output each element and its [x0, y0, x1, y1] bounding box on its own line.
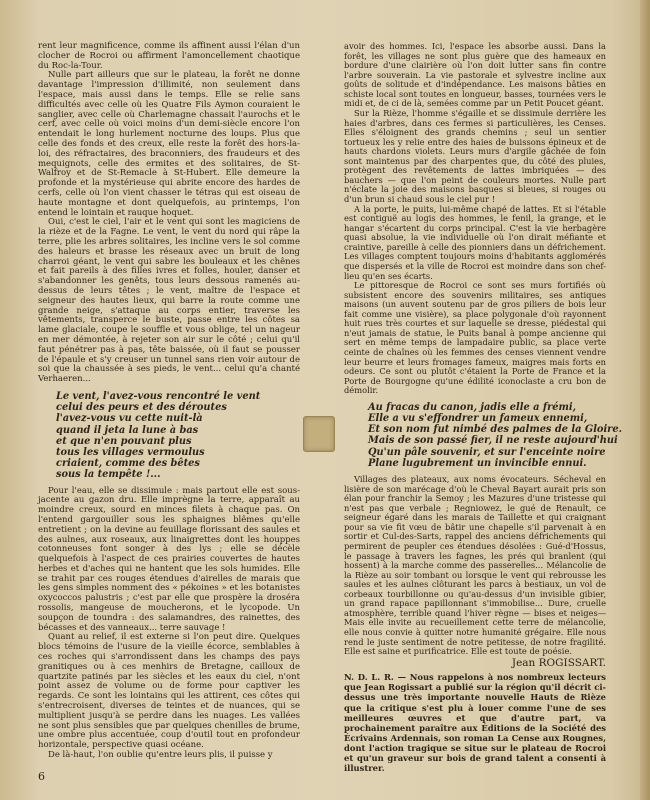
poem-line: Et son nom fut nimbé des palmes de la Gloire. [368, 424, 622, 436]
poem-line: sous la tempête !... [56, 469, 161, 481]
poem-line: quand il jeta la lune à bas [56, 424, 199, 436]
page-binding-edge [640, 0, 650, 800]
poem-line: Mais de son passé fier, il ne reste aujourd'hui [368, 435, 618, 447]
poem-line: l'avez-vous vu cette nuit-là [56, 413, 203, 425]
left-column [38, 42, 300, 761]
library-stamp [303, 416, 335, 452]
paragraph: De là-haut, l'on oublie qu'entre leurs plis, il puisse y [48, 750, 273, 761]
paragraph: Nulle part ailleurs que sur le plateau, la forêt ne donne davantage l'impression d'illimité, non seulement dans l'espace, mais aussi dans le temps. Elle se relie sans difficultés avec celle où les Quatre Fils Aymon couraient le sanglier, avec celle où Charlemagne chassait l'aurochs et le cerf, avec celle où voici moins d'un demi-siècle encore l'on entendait le long hurlement nocturne des loups. Plus que celle des fonds et des creux, elle reste la forêt des hors-la-loi, des réfractaires, des braconniers, des fraudeurs et des mequignots, celle des ermites et des solitaires, de St-Walfroy et de St-Remacle à St-Hubert. Elle demeure la profonde et la mystérieuse qui abrite encore des hardes de cerfs, celle où l'on vient chasser le tétras qui est oiseau de haute montagne et dont quelquefois, au printemps, l'on entend le lointain et rauque hoquet. [38, 70, 300, 218]
paragraph: Le pittoresque de Rocroi ce sont ses murs fortifiés où subsistent encore des souvenirs militaires, ses antiques maisons (un auvent soutenu par de gros piliers de bois leur fait comme une visière), sa place polygonale d'où rayonnent huit rues très courtes et sur laquelle se dresse, piédestal qui n'eut jamais de statue, le Puits banal à pompe ancienne qui sert en même temps de lampadaire public, sa place verte ceinte de chaînes où les femmes des censes viennent vendre leur beurre et leurs fromages fameux, maigres mais forts en odeurs. Ce sont ou plutôt c'étaient la Porte de France et la Porte de Bourgogne qu'une édilité iconoclaste a cru bon de démolir. [344, 280, 606, 396]
paragraph: Quant au relief, il est externe si l'on peut dire. Quelques blocs témoins de l'usure de la vieille écorce, semblables à ces roches qui s'arrondissent dans les champs des pays granitiques ou à ces menhirs de Bretagne, cailloux de quartzite patinés par les siècles et les eaux du ciel, n'ont point assez de volume ou de forme pour captiver les regards. Ce sont les lointains qui les attirent, ces côtes qui s'entrecroisent, diverses de teintes et de nuances, qui se multiplient jusqu'à se perdre dans les nuages. Les vallées ne sont plus sensibles que par quelques chenilles de brume, une ombre plus accentuée, coup d'outil tout en profondeur horizontale, perspective quasi océane. [38, 632, 300, 751]
paragraph: A la porte, le puits, lui-même chapé de lattes. Et si l'étable est contiguë au logis des hommes, le fenil, la grange, et le hangar s'écartent du corps principal. C'est la vie herbagère quasi absolue, la vie individuelle où l'on dirait méfiante et craintive, pareille à celle des pionniers dans un défrichement. Les villages comptent toujours moins d'habitants agglomérés que dispersés et la ville de Rocroi est moindre dans son chef-lieu qu'en ses écarts. [344, 203, 606, 281]
poem-line: Elle a vu s'effondrer un fameux ennemi, [368, 413, 588, 425]
poem-rocroi [368, 401, 622, 469]
author-signature: Jean ROGISSART. [511, 656, 606, 669]
poem-verhaeren [56, 391, 300, 481]
right-column [344, 41, 622, 774]
poem-line: Le vent, l'avez-vous rencontré le vent [56, 390, 261, 402]
paragraph: Sur la Rièze, l'homme s'égaille et se dissimule derrière les haies d'arbres, dans ces fermes si particulières, les Censes. Elles s'éloignent des grands chemins ; seul un sentier tortueux les y relie entre des haies de buissons épineux et de hauts chardons violets. Leurs murs d'argile gâchée de foin sont maintenus par des charpentes que, du côté des pluies, protègent des revêtements de lattes imbriquées — des bauchers — que l'on peint de couleurs mortes. Nulle part n'éclate la joie des maisons basques si bleues, si rouges ou d'un brun si chaud sous le ciel pur ! [344, 107, 606, 204]
poem-line: Qu'un pâle souvenir, et sur l'enceinte noire [368, 446, 606, 458]
poem-line: Plane lugubrement un invincible ennui. [368, 457, 587, 469]
paragraph: Pour l'eau, elle se dissimule : mais partout elle est sous-jacente au gazon dru. Elle imprègne la terre, apparaît au moindre creux, sourd en minces filets à chaque pas. On l'entend gargouiller sous les sphaignes blêmes qu'elle entretient ; on la devine au feuillage florissant des saules et des aulnes, aux roseaux, aux linaigrettes dont les houppes cotonneuses font songer à des lys ; elle se décèle quelquefois à l'aspect de ces prairies couvertes de hautes herbes et d'aches qui ne hantent que les sols humides. Elle se trahit par ces rouges étendues d'airelles de marais que les gens simples nomment des « pékoines » et les botanistes oxycoccos palustris ; c'est par elle que prospère la droséra rossolis, mangeuse de moucherons, et le lycopode. Un soupçon de toundra : des salamandres, des rainettes, des bécasses et des vanneaux... terre sauvage ! [38, 485, 300, 633]
paragraph: rent leur magnificence, comme ils affinent aussi l'élan d'un clocher de Rocroi ou affirment l'amoncellement chaotique du Roc-la-Tour. [38, 41, 300, 71]
paragraph: Oui, c'est le ciel, l'air et le vent qui sont les magiciens de la rièze et de la Fagne. Le vent, le vent du nord qui râpe la terre, plie les arbres solitaires, les incline vers le sol comme des haleurs et brasse les réseaux avec un bruit de long charroi géant, le vent qui sabre les bouleaux et les chênes et fait pareils à des filles ivres et folles, houler, danser et s'abandonner les genêts, tous leurs dessous ramenés au-dessus de leurs têtes ; le vent, maître de l'espace et seigneur des hautes lieux, qui barre la route comme une grande neige, s'attaque au corps entier, traverse les vêtements, transperce le buste, passe entre les côtes sa lame glaciale, coupe le souffle et vous oblige, tel un nageur en mer démontée, à rejeter son air sur le côté ; celui qu'il faut pénétrer pas à pas, tête baissée, où il faut se pousser de l'épaule et s'y creuser un tunnel sans rien voir autour de soi que la chaussée à ses pieds, le vent... celui qu'a chanté Verhaeren... [38, 217, 300, 385]
paragraph: Villages des plateaux, aux noms évocateurs. Sécheval en lisière de son marécage d'où le Cheval Bayart aurait pris son élan pour franchir la Semoy ; les Mazures d'une tristesse qui n'est pas que verbale ; Regniowez, le gué de Renault, ce seigneur égaré dans les marais de Taillette et qui craignant pour sa vie fit vœu de bâtir une chapelle s'il parvenait à en sortir et Cul-des-Sarts, rappel des anciens défrichements qui permirent de peupler ces étendues désolées : Gué-d'Hossus, le passage à travers les fagnes, les prés qui branlent (qui hossent) à la marche comme des passerelles... Mélancolie de la Rièze au soir tombant ou lorsque le vent qui rebrousse les saules et les aulnes clôturant les parcs à bestiaux, un vol de corbeaux tourbillonne ou qu'au-dessus d'un invisible gibier, un grand rapace papillonnant s'immobilise... Dure, cruelle atmosphère, terrible quand l'hiver règne — bises et neiges— Mais elle invite au recueillement cette terre de mélancolie, elle nous convie à quitter notre humanité grégaire. Elle nous rend le juste sentiment de notre petitesse, de notre fragilité. Elle est saine et purificatrice. Elle est toute de poésie. [344, 474, 606, 657]
poem-line: et que n'en pouvant plus [56, 435, 192, 447]
poem-line: criaient, comme des bêtes [56, 458, 200, 470]
editor-note: N. D. L. R. — Nous rappelons à nos nombreux lecteurs que Jean Rogissart a publié sur la région qu'il décrit ci-dessus une très importante nouvelle Hauts de Rièze que la critique s'est plu à louer comme l'une de ses meilleures œuvres et que d'autre part, va prochainement paraître aux Éditions de la Société des Écrivains Ardennais, son roman La Cense aux Rougnes, dont l'action tragique se situe sur le plateau de Rocroi et qu'un graveur sur bois de grand talent a consenti à illustrer. [344, 672, 606, 774]
page-number: 6 [38, 770, 45, 783]
paragraph: avoir des hommes. Ici, l'espace les absorbe aussi. Dans la forêt, les villages ne sont plus guère que des hameaux en bordure d'une clairière où l'on doit lutter sans fin contre l'arbre souverain. La vie pastorale et sylvestre incline aux goûts de solitude et d'indépendance. Les maisons bâties en schiste local sont toutes en longueur, basses, tournées vers le midi et, de ci de là, semées comme par un Petit Poucet géant. [344, 41, 606, 109]
poem-line: celui des peurs et des déroutes [56, 402, 227, 414]
poem-line: Au fracas du canon, jadis elle a frémi, [368, 401, 576, 413]
poem-line: tous les villages vermoulus [56, 446, 205, 458]
